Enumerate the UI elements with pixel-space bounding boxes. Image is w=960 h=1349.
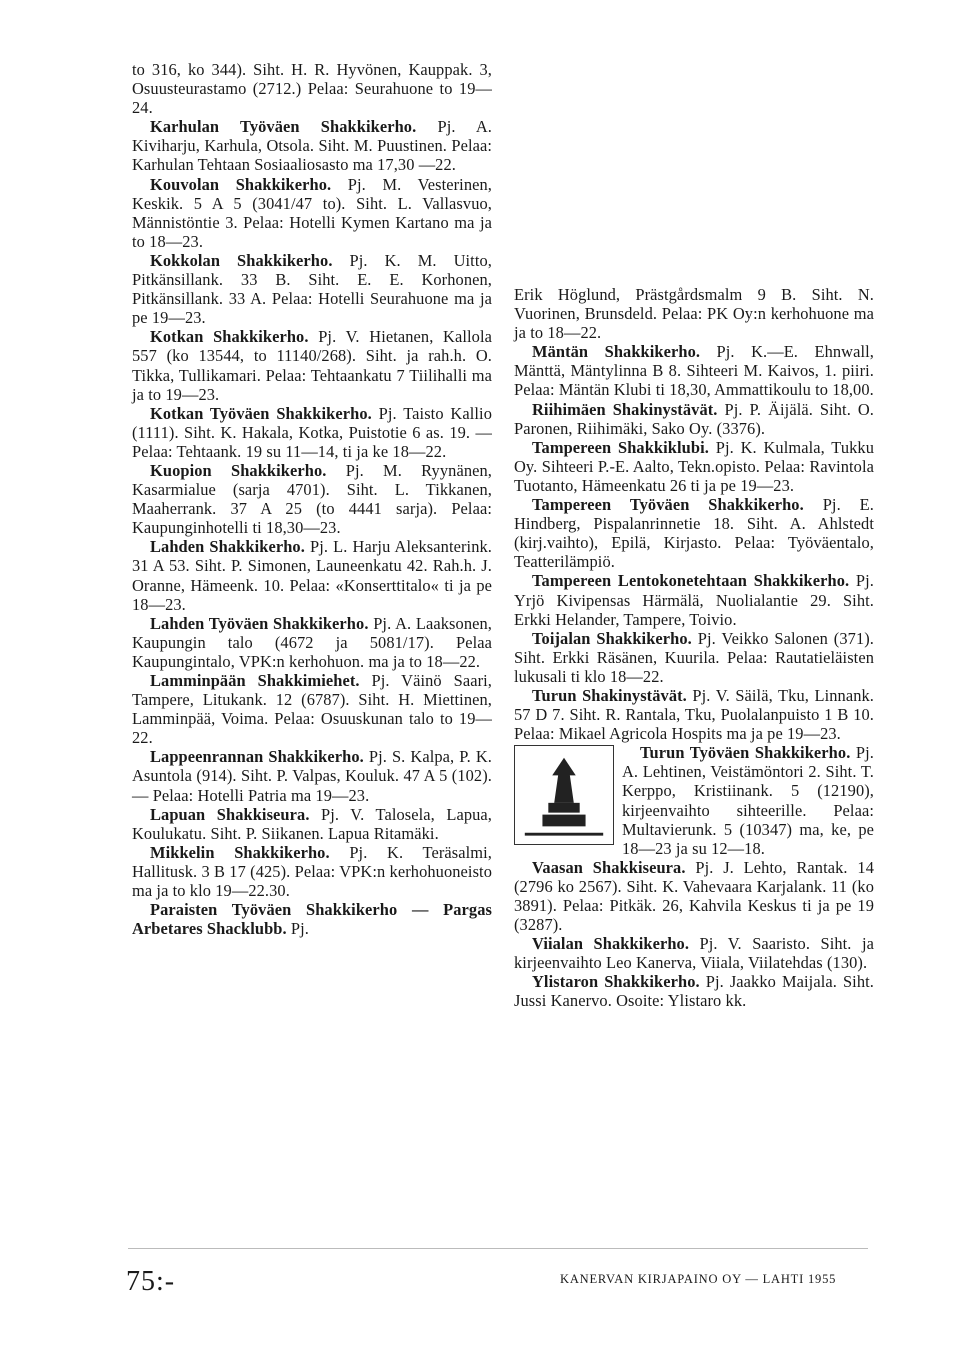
- club-name: Turun Työväen Shakkikerho.: [640, 743, 851, 763]
- club-entry: [514, 972, 874, 1010]
- left-column: [132, 60, 492, 938]
- club-name: Lahden Shakkikerho.: [150, 537, 305, 557]
- club-entry: [132, 327, 492, 403]
- club-name: Lapuan Shakkiseura.: [150, 804, 310, 824]
- club-name: Kuopion Shakkikerho.: [150, 460, 327, 480]
- club-name: Mäntän Shakkikerho.: [532, 342, 701, 362]
- club-name: Riihimäen Shakinystävät.: [532, 399, 718, 419]
- club-entry: [132, 805, 492, 843]
- club-details: Pj. K. Kulmala, Tukku Oy. Sihteeri P.-E. Aalto, Tekn.opisto. Pelaa: Ravintola Tuotanto, Hämeenkatu 26 ti ja pe 19—23.: [514, 437, 875, 495]
- club-name: Mikkelin Shakkikerho.: [150, 842, 330, 862]
- club-details: Erik Höglund, Prästgårdsmalm 9 B. Siht. N. Vuorinen, Brunsdeld. Pelaa: PK Oy:n kerhohuone ma ja to 18—22.: [514, 285, 874, 343]
- club-entry: [514, 858, 874, 934]
- club-details: Pj. J. Lehto, Rantak. 14 (2796 ko 2567). Siht. K. Vahevaara Karjalank. 11 (ko 3891). Pelaa: Pitkäk. 26, Kahvila Keskus ti ja pe 19 (3287).: [514, 857, 874, 935]
- club-details: Pj. Yrjö Kivipensas Härmälä, Nuolialantie 29. Siht. Erkki Helander, Tampere, Toivio.: [514, 571, 874, 629]
- club-details: Pj. Jaakko Maijala. Siht. Jussi Kanervo. Osoite: Ylistaro kk.: [514, 972, 874, 1011]
- club-entry: [132, 251, 492, 327]
- club-name: Kouvolan Shakkikerho.: [150, 174, 332, 194]
- club-details: Pj. M. Vesterinen, Keskik. 5 A 5 (3041/47 to). Siht. L. Vallasvuo, Männistöntie 3. Pelaa: Hotelli Kymen Kartano ma ja to 18—23.: [132, 174, 492, 251]
- club-details: to 316, ko 344). Siht. H. R. Hyvönen, Kauppak. 3, Osuusteurastamo (2712.) Pelaa: Seurahuone to 19—24.: [132, 60, 492, 118]
- club-entry: [132, 175, 492, 251]
- club-details: Pj. V. Saaristo. Siht. ja kirjeenvaihto Leo Kanerva, Viiala, Viilatehdas (130).: [514, 934, 874, 973]
- page-number: 75:-: [126, 1266, 176, 1297]
- club-name: Lamminpään Shakkimiehet.: [150, 671, 360, 690]
- club-entry: [514, 686, 874, 743]
- printer-imprint: KANERVAN KIRJAPAINO OY — LAHTI 1955: [560, 1272, 837, 1286]
- club-name: Ylistaron Shakkikerho.: [532, 972, 700, 992]
- club-entry: [514, 743, 874, 858]
- club-entry: [514, 571, 874, 628]
- club-entry: [132, 461, 492, 537]
- club-details: Pj. A. Kiviharju, Karhula, Otsola. Siht. M. Puustinen. Pelaa: Karhulan Tehtaan Sosiaaliosasto ma 17,30 —22.: [132, 117, 492, 175]
- club-entry: [514, 438, 874, 495]
- club-details: Pj. E. Hindberg, Pispalanrinnetie 18. Siht. A. Ahlstedt (kirj.vaihto), Epilä, Kirjasto. Pelaa: Työväentalo, Teatterilämpiö.: [514, 495, 874, 572]
- footer-rule: [128, 1248, 868, 1249]
- club-name: Lahden Työväen Shakkikerho.: [150, 613, 369, 633]
- club-details: Pj. M. Ryynänen, Kasarmialue (sarja 4701). Siht. L. Tikkanen, Maaherrank. 37 A 25 (to 4441 sarja). Pelaa: Kaupunginhotelli ti 18,30—23.: [132, 460, 492, 538]
- club-name: Kotkan Shakkikerho.: [150, 327, 309, 347]
- right-column: [514, 285, 874, 1011]
- club-details: Pj. Väinö Saari, Tampere, Litukank. 12 (6787). Siht. H. Miettinen, Lamminpää, Voima. Pelaa: Osuuskunan talo to 19—22.: [132, 671, 492, 748]
- club-entry: [132, 671, 492, 747]
- club-entry: [514, 400, 874, 438]
- club-entry: [514, 629, 874, 686]
- club-details: Pj.: [286, 919, 309, 939]
- club-name: Paraisten Työväen Shakkikerho — Pargas Arbetares Shacklubb.: [132, 900, 492, 939]
- club-name: Lappeenrannan Shakkikerho.: [150, 747, 364, 767]
- club-entry: [514, 342, 874, 399]
- club-entry: [132, 404, 492, 461]
- club-name: Tampereen Shakkiklubi.: [532, 437, 709, 457]
- club-details: Pj. K.—E. Ehnwall, Mänttä, Mäntylinna B 8. Sihteeri M. Kaivos, 1. piiri. Pelaa: Mäntän Klubi ti 18,30, Ammattikoulu to 18,00.: [514, 342, 874, 400]
- club-name: Kotkan Työväen Shakkikerho.: [150, 403, 372, 423]
- club-details: Pj. V. Talosela, Lapua, Koulukatu. Siht. P. Siikanen. Lapua Ritamäki.: [132, 804, 492, 843]
- club-entry: [132, 900, 492, 938]
- club-entry: [132, 537, 492, 613]
- club-name: Viialan Shakkikerho.: [532, 934, 690, 954]
- club-entry: [132, 117, 492, 174]
- club-entry: [132, 747, 492, 804]
- club-entry: [132, 60, 492, 117]
- club-name: Tampereen Lentokonetehtaan Shakkikerho.: [532, 571, 850, 591]
- club-entry: [132, 843, 492, 900]
- club-name: Toijalan Shakkikerho.: [532, 628, 692, 648]
- club-details: Pj. V. Säilä, Tku, Linnank. 57 D 7. Siht. R. Rantala, Tku, Puolalanpuisto 1 B 10. Pelaa: Mikael Agricola Hospits ma ja pe 19—23.: [514, 685, 874, 744]
- club-entry: [514, 495, 874, 571]
- club-entry: [514, 934, 874, 972]
- club-details: Pj. A. Laaksonen, Kaupungin talo (4672 ja 5081/17). Pelaa Kaupungintalo, VPK:n kerhohuon. ma ja to 18—22.: [132, 613, 492, 671]
- club-details: Pj. Taisto Kallio (1111). Siht. K. Hakala, Kotka, Puistotie 6 as. 19. — Pelaa: Tehtaank. 19 su 11—14, ti ja ke 18—22.: [132, 403, 493, 461]
- club-details: Pj. Veikko Salonen (371). Siht. Erkki Räsänen, Kuurila. Pelaa: Rautatieläisten lukusali ti klo 18—22.: [514, 628, 874, 686]
- club-emblem-icon: [514, 745, 614, 845]
- club-name: Turun Shakinystävät.: [532, 685, 687, 705]
- club-name: Kokkolan Shakkikerho.: [150, 250, 333, 270]
- club-details: Pj. K. M. Uitto, Pitkänsillank. 33 B. Siht. E. E. Korhonen, Pitkänsillank. 33 A. Pelaa: Hotelli Seurahuone ma ja pe 19—23.: [132, 250, 492, 328]
- club-details: Pj. P. Äijälä. Siht. O. Paronen, Riihimäki, Sako Oy. (3376).: [514, 399, 874, 438]
- club-details: Pj. S. Kalpa, P. K. Asuntola (914). Siht. P. Valpas, Kouluk. 47 A 5 (102). — Pelaa: Hotelli Patria ma 19—23.: [132, 747, 492, 805]
- club-name: Karhulan Työväen Shakkikerho.: [150, 117, 417, 137]
- club-entry: [514, 285, 874, 342]
- club-details: Pj. L. Harju Aleksanterink. 31 A 53. Siht. P. Simonen, Launeenkatu 42. Rah.h. J. Oranne, Hämeenk. 10. Pelaa: «Konserttitalo« ti ja pe 18—23.: [132, 537, 492, 614]
- club-entry: [132, 614, 492, 671]
- club-name: Vaasan Shakkiseura.: [532, 857, 686, 877]
- club-details: Pj. K. Teräsalmi, Hallitusk. 3 B 17 (425). Pelaa: VPK:n kerhohuoneisto ma ja to klo 19—22.30.: [132, 842, 492, 901]
- club-name: Tampereen Työväen Shakkikerho.: [532, 495, 804, 515]
- club-details: Pj. V. Hietanen, Kallola 557 (ko 13544, to 11140/268). Siht. ja rah.h. O. Tikka, Tullikamari. Pelaa: Tehtaankatu 7 Tiilihalli ma ja to 19—23.: [132, 327, 492, 404]
- club-details: Pj. A. Lehtinen, Veistämöntori 2. Siht. T. Kerppo, Kristiinank. 5 (12190), kirjeenvaihto sihteerille. Pelaa: Multavierunk. 5 (10347) ma, ke, pe 18—23 ja su 12—18.: [622, 743, 874, 858]
